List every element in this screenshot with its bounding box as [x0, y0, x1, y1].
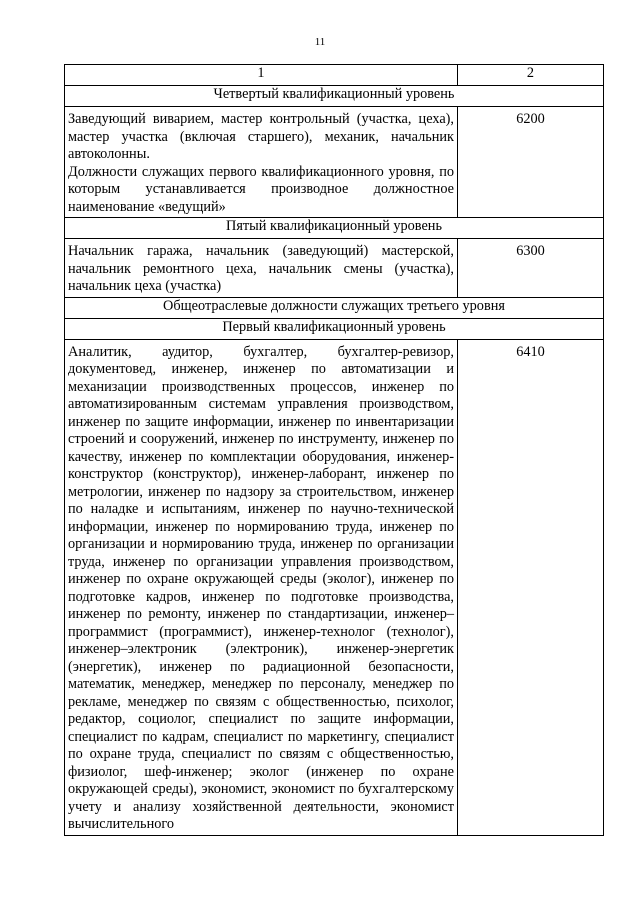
column-header-2: 2 — [458, 65, 604, 86]
column-header-1: 1 — [65, 65, 458, 86]
salary-value: 6300 — [458, 239, 604, 298]
salary-value: 6200 — [458, 107, 604, 218]
level-row — [65, 218, 604, 239]
level-title: Первый квалификационный уровень — [65, 318, 604, 339]
group-row — [65, 297, 604, 318]
position-note: Должности служащих первого квалификационного уровня, по которым устанавливается производное должностное наименование «ведущий» — [68, 163, 454, 215]
position-list: Заведующий виварием, мастер контрольный (участка, цеха), мастер участка (включая старшего), механик, начальник автоколонны. — [68, 111, 454, 162]
level-row — [65, 318, 604, 339]
position-description — [65, 107, 458, 218]
salary-table — [64, 64, 604, 836]
position-list: Начальник гаража, начальник (заведующий) мастерской, начальник ремонтного цеха, начальник смены (участка), начальник цеха (участка) — [68, 243, 454, 294]
table-row — [65, 339, 604, 835]
level-title: Четвертый квалификационный уровень — [65, 86, 604, 107]
salary-value: 6410 — [458, 339, 604, 835]
column-header-row — [65, 65, 604, 86]
position-description — [65, 239, 458, 298]
level-title: Пятый квалификационный уровень — [65, 218, 604, 239]
page-number: 11 — [314, 36, 326, 48]
table-row — [65, 107, 604, 218]
group-title: Общеотраслевые должности служащих третьего уровня — [65, 297, 604, 318]
position-description — [65, 339, 458, 835]
position-list: Аналитик, аудитор, бухгалтер, бухгалтер-ревизор, документовед, инженер, инженер по автоматизации и механизации производственных процессов, инженер по автоматизированным системам управления производством, инженер по защите информации, инженер по инвентаризации строений и сооружений, инженер по инструменту, инженер по качеству, инженер по комплектации оборудования, инженер-конструктор (конструктор), инженер-лаборант, инженер по метрологии, инженер по надзору за строительством, инженер по наладке и испытаниям, инженер по научно-технической информации, инженер по нормированию труда, инженер по организации и нормированию труда, инженер по организации труда, инженер по организации управления производством, инженер по охране окружающей среды (эколог), инженер по подготовке кадров, инженер по подготовке производства, инженер по ремонту, инженер по стандартизации, инженер–программист (программист), инженер-технолог (технолог), инженер–электроник (электроник), инженер-энергетик (энергетик), инженер по радиационной безопасности, математик, менеджер, менеджер по персоналу, менеджер по рекламе, менеджер по связям с общественностью, психолог, редактор, социолог, специалист по защите информации, специалист по кадрам, специалист по маркетингу, специалист по охране труда, специалист по связям с общественностью, физиолог, шеф-инженер; эколог (инженер по охране окружающей среды), экономист, экономист по бухгалтерскому учету и анализу хозяйственной деятельности, экономист вычислительного — [68, 343, 454, 832]
table-row — [65, 239, 604, 298]
level-row — [65, 86, 604, 107]
